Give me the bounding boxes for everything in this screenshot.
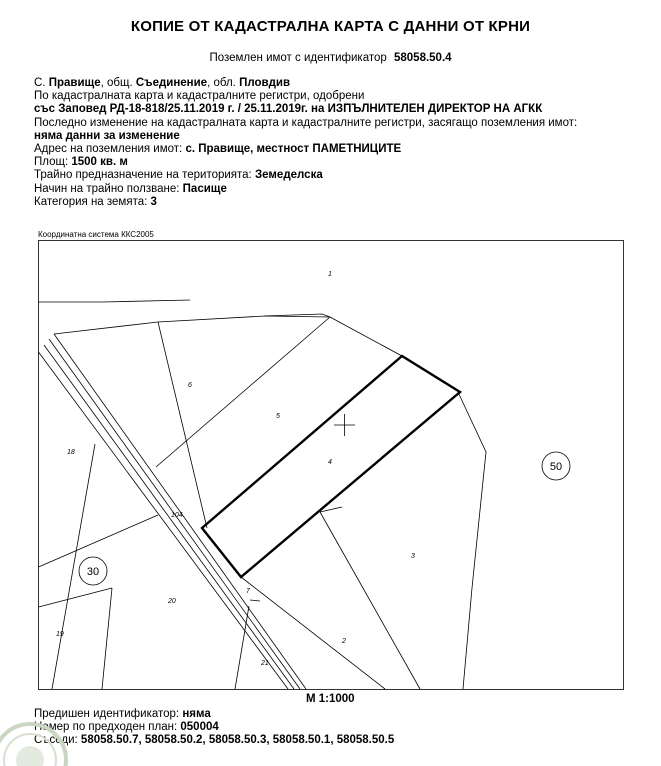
neighbors-label: Съседи: <box>34 734 78 747</box>
map-scale: М 1:1000 <box>306 693 355 705</box>
parcel-center-cross-icon <box>334 414 355 436</box>
parcel-label-6: 6 <box>188 382 192 389</box>
last-change-label: Последно изменение на кадастралната карта и кадастралните регистри, засягащо поземления имот: <box>34 116 578 129</box>
category-label: Категория на земята: <box>34 195 148 208</box>
subtitle-label: Поземлен имот с идентификатор <box>209 52 387 64</box>
municipality: Съединение <box>135 77 208 89</box>
circled-label-30 <box>79 557 107 585</box>
address-label: Адрес на поземления имот: <box>34 143 183 156</box>
circled-label-50 <box>542 452 570 480</box>
document-title: КОПИЕ ОТ КАДАСТРАЛНА КАРТА С ДАННИ ОТ КРНИ <box>130 18 531 35</box>
coordinate-system-label: Координатна система ККС2005 <box>38 230 154 239</box>
neighbors-value: 58058.50.7, 58058.50.2, 58058.50.3, 58058.50.1, 58058.50.5 <box>80 734 395 747</box>
parcel-label-18: 18 <box>67 449 75 456</box>
loc-mid1: , общ. <box>100 77 133 89</box>
order-text: със Заповед РД-18-818/25.11.2019 г. / 25.11.2019г. на ИЗПЪЛНИТЕЛЕН ДИРЕКТОР НА АГКК <box>34 103 543 116</box>
parcel-label-4: 4 <box>328 459 332 466</box>
parcel-label-21: 21 <box>261 660 269 667</box>
prev-plan-value: 050004 <box>180 721 219 734</box>
category-value: 3 <box>150 195 157 208</box>
address-value: с. Правище, местност ПАМЕТНИЦИТЕ <box>185 143 402 156</box>
svg-text:30: 30 <box>86 566 100 578</box>
prev-id-label: Предишен идентификатор: <box>34 708 180 720</box>
parcel-label-1: 1 <box>328 271 332 278</box>
parcel-label-7: 7 <box>246 588 250 595</box>
footer-info <box>34 708 394 748</box>
area-label: Площ: <box>34 156 69 169</box>
prev-plan-label: Номер по предходен план: <box>34 721 178 734</box>
usage-label: Начин на трайно ползване: <box>34 182 180 195</box>
prev-plan-row <box>34 721 394 734</box>
parcel-label-19: 19 <box>56 631 64 638</box>
area-value: 1500 кв. м <box>71 156 128 169</box>
loc-prefix: С. <box>34 77 46 89</box>
last-change-value: няма данни за изменение <box>34 129 180 142</box>
village: Правище <box>48 77 101 89</box>
parcel-boundaries <box>39 300 487 689</box>
neighbors-row <box>34 734 394 747</box>
purpose-value: Земеделска <box>254 169 323 182</box>
region: Пловдив <box>239 77 291 89</box>
approval-row: По кадастралната карта и кадастралните регистри, одобрени <box>34 90 365 103</box>
prev-id-row <box>34 708 394 721</box>
parcel-label-5: 5 <box>276 413 280 420</box>
agency-seal-icon <box>0 690 70 766</box>
subject-parcel <box>202 356 460 577</box>
usage-value: Пасище <box>182 182 227 195</box>
parcel-identifier: 58058.50.4 <box>393 52 452 64</box>
parcel-label-2: 2 <box>342 638 346 645</box>
parcel-label-20: 20 <box>168 598 176 605</box>
purpose-label: Трайно предназначение на територията: <box>34 169 252 182</box>
loc-mid2: , обл. <box>207 77 236 89</box>
parcel-label-3: 3 <box>411 553 415 560</box>
svg-text:50: 50 <box>549 461 563 473</box>
parcel-label-104: 104 <box>171 512 183 519</box>
prev-id-value: няма <box>182 708 211 720</box>
